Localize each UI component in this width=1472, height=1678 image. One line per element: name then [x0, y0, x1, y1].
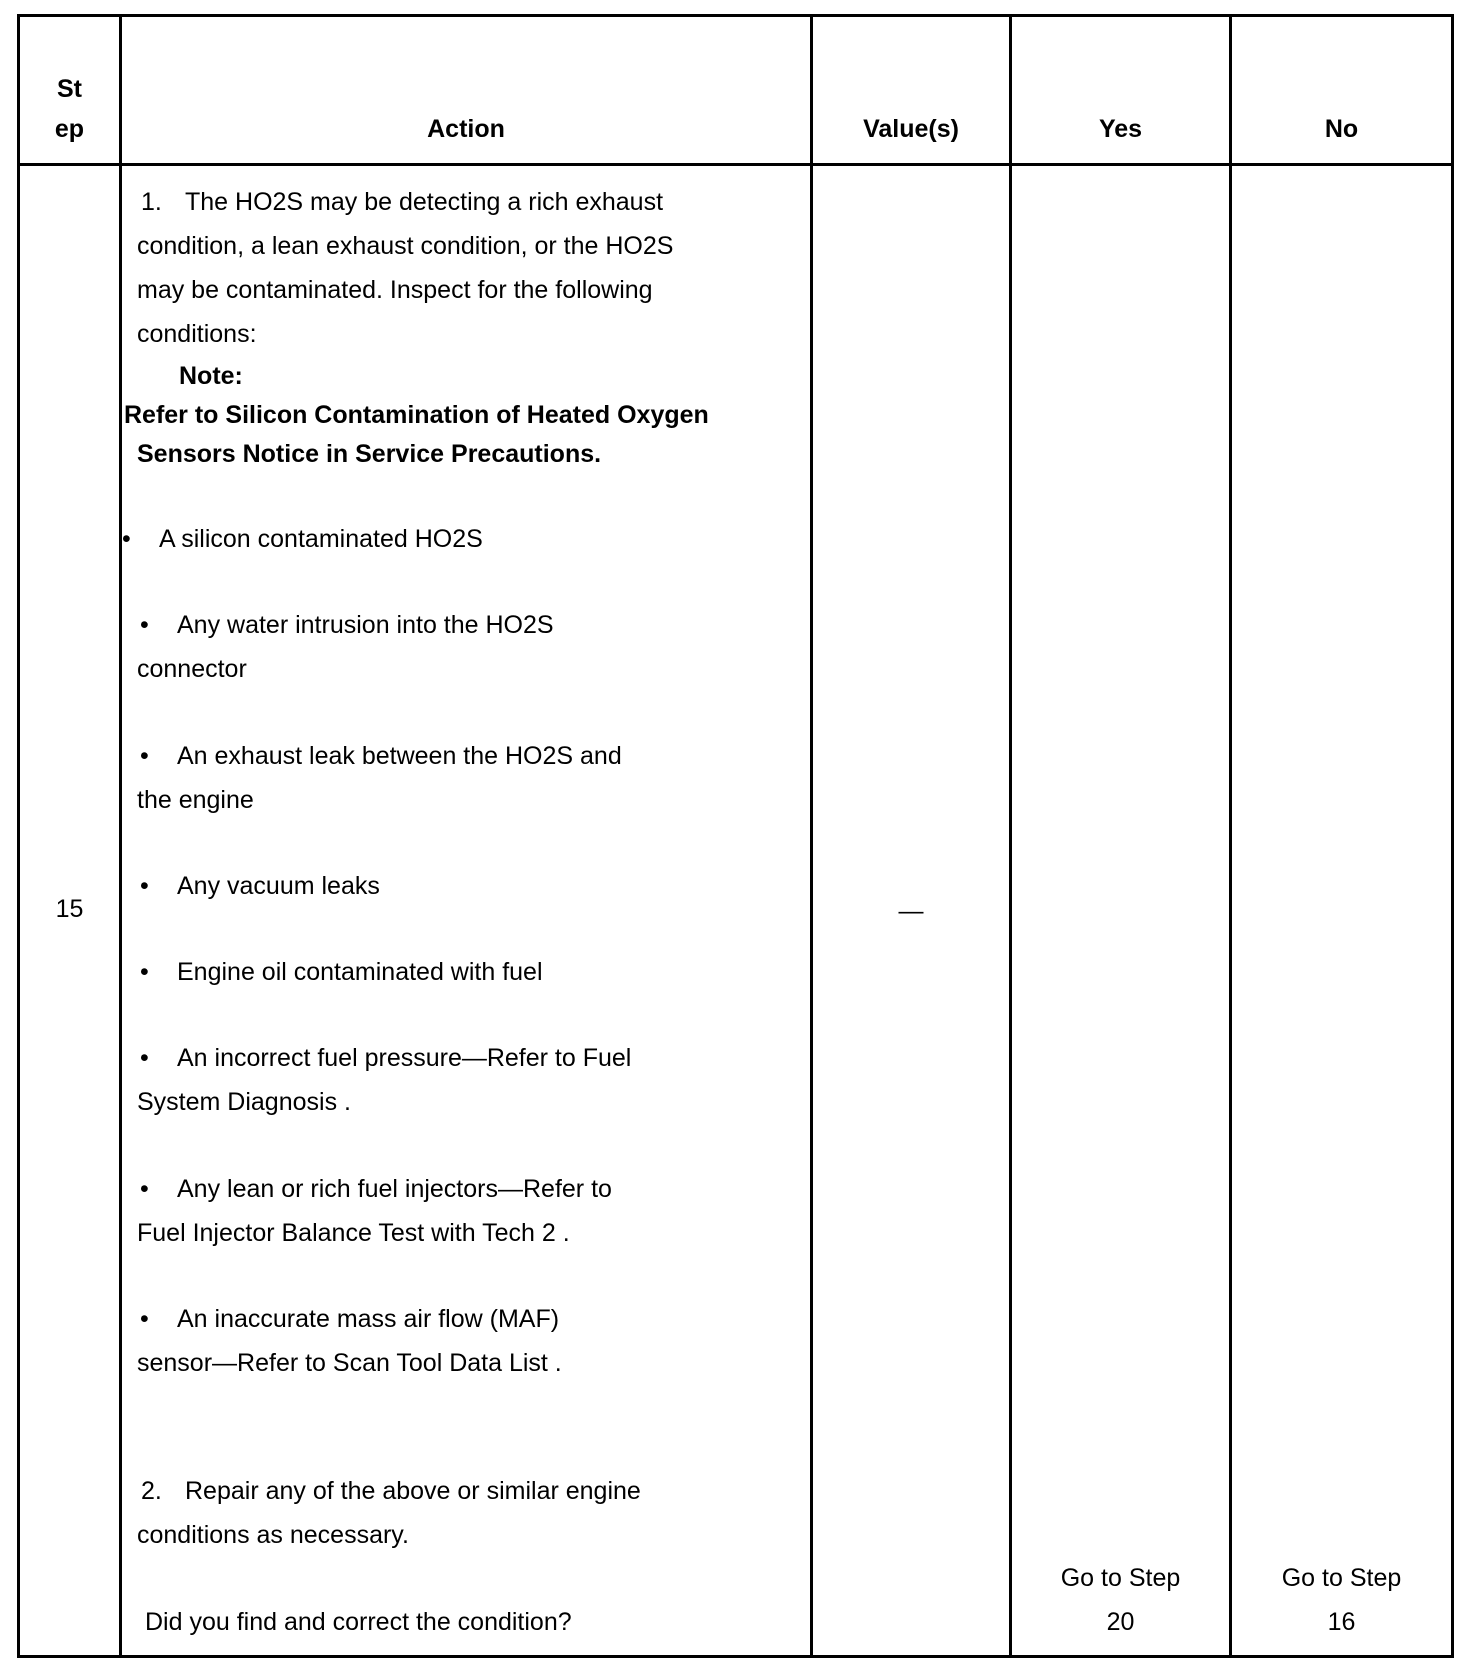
header-divider — [17, 163, 1454, 166]
column-divider-4 — [1229, 14, 1232, 1658]
item2-line2: conditions as necessary. — [137, 1521, 409, 1549]
table-border-bottom — [17, 1655, 1454, 1658]
column-divider-2 — [810, 14, 813, 1658]
no-go-to-step-label: Go to Step — [1281, 1564, 1402, 1592]
table-border-top — [17, 14, 1454, 17]
note-label: Note: — [179, 362, 243, 390]
bullet-6-dot: • — [140, 1044, 149, 1072]
bullet-6-line2: System Diagnosis . — [137, 1088, 351, 1116]
value-cell: — — [898, 897, 924, 925]
bullet-8-line1: An inaccurate mass air flow (MAF) — [177, 1305, 560, 1333]
item2-number: 2. — [141, 1477, 162, 1505]
bullet-7-dot: • — [140, 1175, 149, 1203]
header-yes: Yes — [1098, 115, 1143, 143]
item1-number: 1. — [141, 188, 162, 216]
bullet-8-dot: • — [140, 1305, 149, 1333]
bullet-8-line2: sensor—Refer to Scan Tool Data List . — [137, 1349, 562, 1377]
yes-step-number: 20 — [1106, 1608, 1135, 1636]
bullet-1-dot: • — [122, 525, 131, 553]
header-action: Action — [427, 115, 505, 143]
bullet-4-line1: Any vacuum leaks — [177, 872, 380, 900]
bullet-7-line1: Any lean or rich fuel injectors—Refer to — [177, 1175, 612, 1203]
item1-line2: condition, a lean exhaust condition, or the HO2S — [137, 232, 674, 260]
column-divider-3 — [1009, 14, 1012, 1658]
header-step-line1: St — [57, 75, 82, 103]
bullet-3-line2: the engine — [137, 786, 254, 814]
no-step-number: 16 — [1327, 1608, 1356, 1636]
item1-line3: may be contaminated. Inspect for the following — [137, 276, 653, 304]
item1-line1: The HO2S may be detecting a rich exhaust — [185, 188, 664, 216]
bullet-1-line1: A silicon contaminated HO2S — [159, 525, 483, 553]
bullet-4-dot: • — [140, 872, 149, 900]
bullet-3-dot: • — [140, 742, 149, 770]
yes-go-to-step-label: Go to Step — [1060, 1564, 1181, 1592]
question-text: Did you find and correct the condition? — [145, 1608, 572, 1636]
bullet-2-line2: connector — [137, 655, 247, 683]
item2-line1: Repair any of the above or similar engine — [185, 1477, 641, 1505]
table-border-right — [1451, 14, 1454, 1658]
bullet-2-dot: • — [140, 611, 149, 639]
note-line2: Sensors Notice in Service Precautions. — [137, 440, 602, 468]
item1-line4: conditions: — [137, 320, 257, 348]
column-divider-1 — [119, 14, 122, 1658]
header-values: Value(s) — [863, 115, 959, 143]
note-line1: Refer to Silicon Contamination of Heated Oxygen — [124, 401, 709, 429]
bullet-5-line1: Engine oil contaminated with fuel — [177, 958, 543, 986]
bullet-5-dot: • — [140, 958, 149, 986]
table-border-left — [17, 14, 20, 1658]
header-step-line2: ep — [54, 115, 85, 143]
bullet-7-line2: Fuel Injector Balance Test with Tech 2 . — [137, 1219, 570, 1247]
bullet-2-line1: Any water intrusion into the HO2S — [177, 611, 554, 639]
step-number: 15 — [55, 895, 84, 923]
bullet-6-line1: An incorrect fuel pressure—Refer to Fuel — [177, 1044, 632, 1072]
header-no: No — [1324, 115, 1359, 143]
bullet-3-line1: An exhaust leak between the HO2S and — [177, 742, 622, 770]
